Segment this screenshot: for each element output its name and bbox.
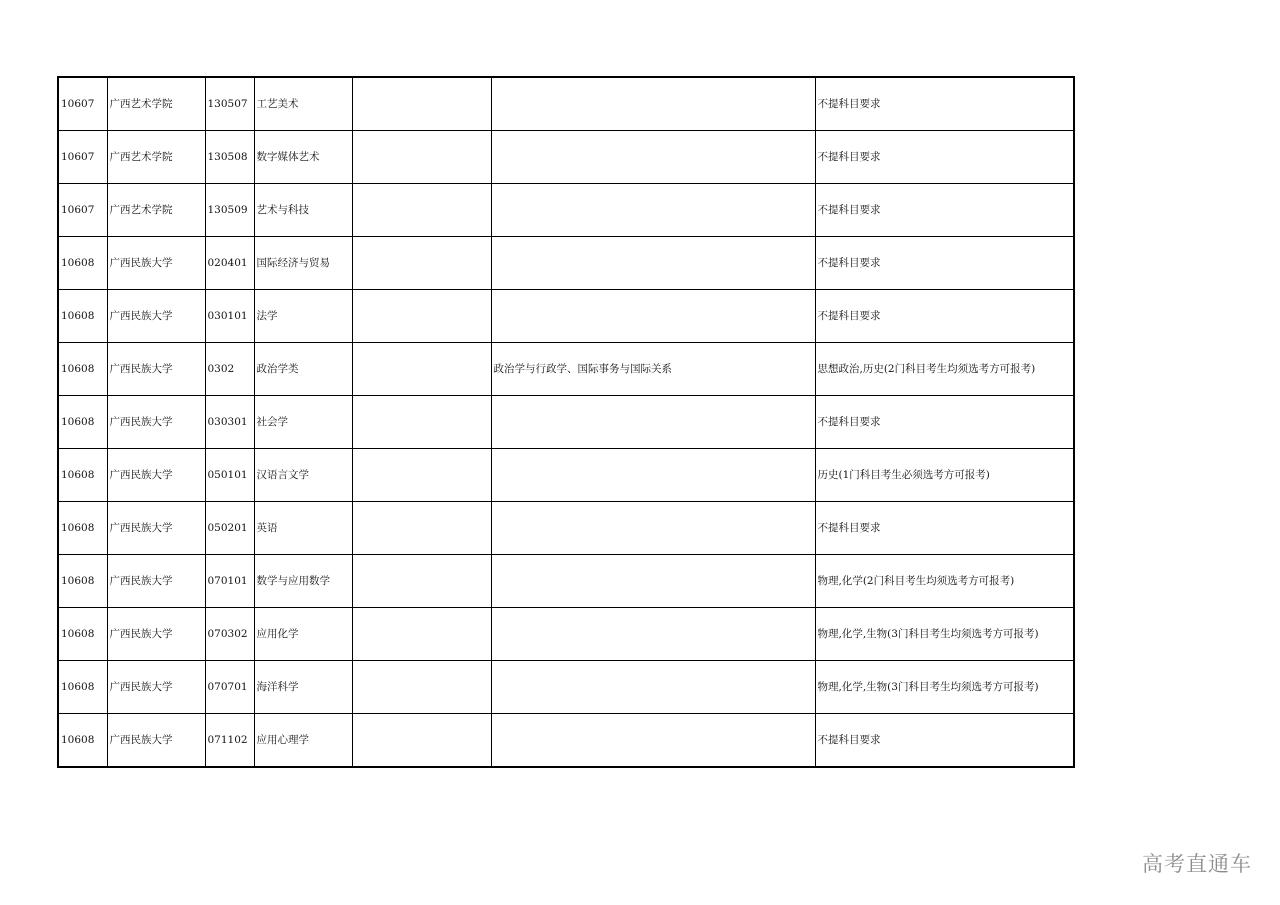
cell-school-name: 广西民族大学 <box>107 290 205 343</box>
cell-blank <box>352 184 491 237</box>
cell-major-code: 130507 <box>205 77 254 131</box>
cell-included-majors <box>491 449 815 502</box>
cell-major-name: 数学与应用数学 <box>254 555 352 608</box>
cell-school-name: 广西民族大学 <box>107 608 205 661</box>
cell-school-name: 广西艺术学院 <box>107 184 205 237</box>
cell-subject-requirement: 历史(1门科目考生必须选考方可报考) <box>815 449 1074 502</box>
cell-blank <box>352 608 491 661</box>
cell-included-majors <box>491 77 815 131</box>
table-row <box>58 290 1074 343</box>
cell-blank <box>352 449 491 502</box>
cell-included-majors: 政治学与行政学、国际事务与国际关系 <box>491 343 815 396</box>
cell-subject-requirement: 不提科目要求 <box>815 290 1074 343</box>
cell-major-name: 国际经济与贸易 <box>254 237 352 290</box>
cell-school-code: 10607 <box>58 77 107 131</box>
cell-blank <box>352 131 491 184</box>
cell-major-code: 070302 <box>205 608 254 661</box>
cell-school-name: 广西民族大学 <box>107 714 205 768</box>
cell-major-code: 050101 <box>205 449 254 502</box>
cell-included-majors <box>491 555 815 608</box>
cell-major-code: 070101 <box>205 555 254 608</box>
cell-major-name: 海洋科学 <box>254 661 352 714</box>
cell-blank <box>352 237 491 290</box>
cell-subject-requirement: 物理,化学(2门科目考生均须选考方可报考) <box>815 555 1074 608</box>
cell-included-majors <box>491 661 815 714</box>
cell-school-code: 10608 <box>58 555 107 608</box>
cell-school-code: 10608 <box>58 396 107 449</box>
cell-major-name: 英语 <box>254 502 352 555</box>
cell-major-name: 应用化学 <box>254 608 352 661</box>
cell-subject-requirement: 不提科目要求 <box>815 396 1074 449</box>
cell-blank <box>352 714 491 768</box>
table-row <box>58 608 1074 661</box>
cell-blank <box>352 661 491 714</box>
cell-school-code: 10608 <box>58 608 107 661</box>
cell-school-code: 10608 <box>58 714 107 768</box>
cell-major-code: 030301 <box>205 396 254 449</box>
cell-included-majors <box>491 131 815 184</box>
cell-subject-requirement: 不提科目要求 <box>815 131 1074 184</box>
cell-major-code: 030101 <box>205 290 254 343</box>
cell-school-code: 10608 <box>58 343 107 396</box>
cell-subject-requirement: 不提科目要求 <box>815 77 1074 131</box>
cell-included-majors <box>491 714 815 768</box>
cell-major-code: 020401 <box>205 237 254 290</box>
cell-blank <box>352 77 491 131</box>
cell-major-code: 070701 <box>205 661 254 714</box>
table-row <box>58 343 1074 396</box>
cell-included-majors <box>491 502 815 555</box>
cell-major-code: 0302 <box>205 343 254 396</box>
cell-major-code: 130509 <box>205 184 254 237</box>
cell-school-name: 广西民族大学 <box>107 396 205 449</box>
cell-school-name: 广西民族大学 <box>107 343 205 396</box>
data-table <box>57 76 1075 768</box>
cell-blank <box>352 396 491 449</box>
cell-school-code: 10608 <box>58 290 107 343</box>
table-row <box>58 237 1074 290</box>
table-row <box>58 661 1074 714</box>
cell-blank <box>352 502 491 555</box>
cell-major-name: 社会学 <box>254 396 352 449</box>
cell-blank <box>352 343 491 396</box>
cell-major-code: 071102 <box>205 714 254 768</box>
watermark-text: 高考直通车 <box>1142 852 1252 876</box>
cell-school-code: 10608 <box>58 661 107 714</box>
table-row <box>58 396 1074 449</box>
table-row <box>58 502 1074 555</box>
cell-subject-requirement: 思想政治,历史(2门科目考生均须选考方可报考) <box>815 343 1074 396</box>
cell-major-name: 艺术与科技 <box>254 184 352 237</box>
cell-school-code: 10607 <box>58 131 107 184</box>
table-row <box>58 555 1074 608</box>
cell-school-code: 10608 <box>58 502 107 555</box>
table-row <box>58 131 1074 184</box>
cell-subject-requirement: 不提科目要求 <box>815 237 1074 290</box>
cell-major-code: 050201 <box>205 502 254 555</box>
cell-major-name: 政治学类 <box>254 343 352 396</box>
cell-school-name: 广西民族大学 <box>107 555 205 608</box>
cell-school-name: 广西民族大学 <box>107 237 205 290</box>
cell-included-majors <box>491 290 815 343</box>
cell-subject-requirement: 不提科目要求 <box>815 184 1074 237</box>
cell-included-majors <box>491 396 815 449</box>
cell-subject-requirement: 物理,化学,生物(3门科目考生均须选考方可报考) <box>815 608 1074 661</box>
cell-subject-requirement: 不提科目要求 <box>815 502 1074 555</box>
cell-school-name: 广西艺术学院 <box>107 77 205 131</box>
cell-included-majors <box>491 608 815 661</box>
cell-school-name: 广西民族大学 <box>107 661 205 714</box>
cell-major-code: 130508 <box>205 131 254 184</box>
cell-school-code: 10608 <box>58 237 107 290</box>
table-row <box>58 449 1074 502</box>
table-row <box>58 77 1074 131</box>
cell-major-name: 汉语言文学 <box>254 449 352 502</box>
cell-subject-requirement: 不提科目要求 <box>815 714 1074 768</box>
cell-included-majors <box>491 184 815 237</box>
cell-included-majors <box>491 237 815 290</box>
cell-school-name: 广西艺术学院 <box>107 131 205 184</box>
cell-blank <box>352 290 491 343</box>
table-row <box>58 184 1074 237</box>
table-body <box>58 77 1074 767</box>
cell-major-name: 应用心理学 <box>254 714 352 768</box>
cell-school-name: 广西民族大学 <box>107 502 205 555</box>
cell-subject-requirement: 物理,化学,生物(3门科目考生均须选考方可报考) <box>815 661 1074 714</box>
cell-school-name: 广西民族大学 <box>107 449 205 502</box>
cell-blank <box>352 555 491 608</box>
cell-school-code: 10607 <box>58 184 107 237</box>
cell-major-name: 法学 <box>254 290 352 343</box>
cell-school-code: 10608 <box>58 449 107 502</box>
cell-major-name: 数字媒体艺术 <box>254 131 352 184</box>
cell-major-name: 工艺美术 <box>254 77 352 131</box>
table-row <box>58 714 1074 768</box>
